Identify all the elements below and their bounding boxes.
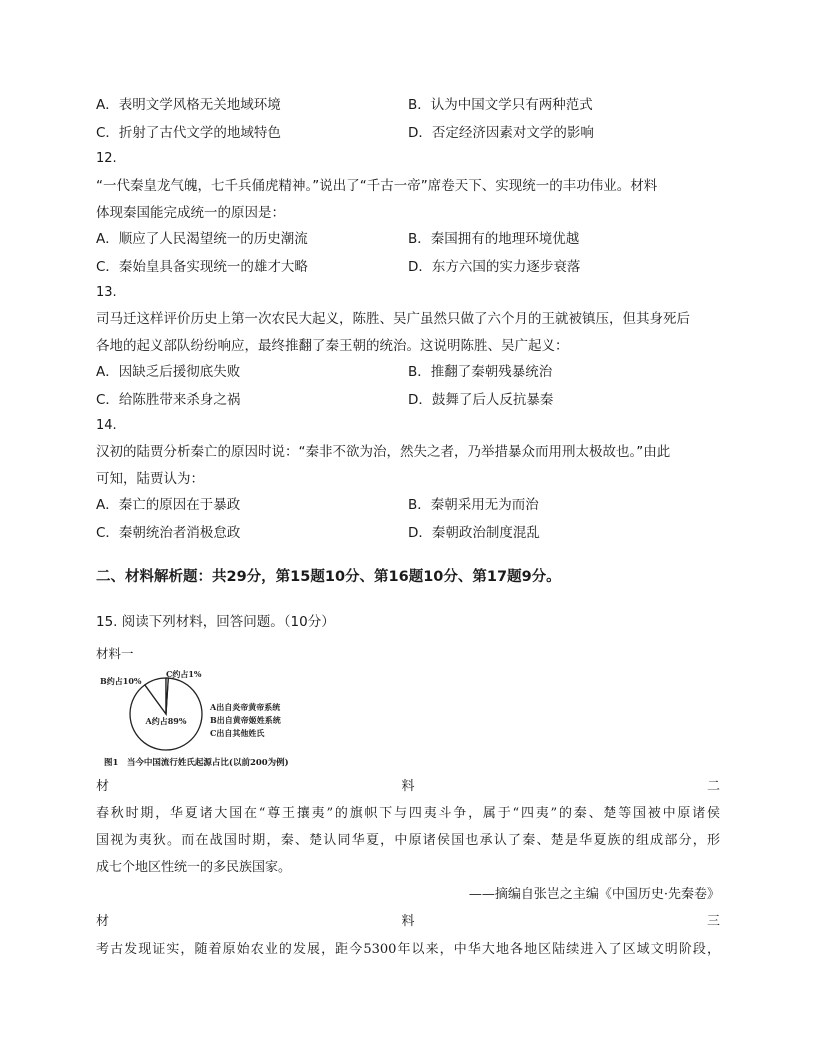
material3-label xyxy=(96,912,720,932)
q13-option-b: B．推翻了秦朝残暴统治 xyxy=(408,364,553,380)
material2-label-char3: 二 xyxy=(706,779,720,794)
pie-label-a: A约占89% xyxy=(145,716,187,726)
q12-option-d: D．东方六国的实力逐步衰落 xyxy=(408,259,581,275)
q14-option-d: D．秦朝政治制度混乱 xyxy=(408,525,540,541)
material2-source: ——摘编自张岂之主编《中国历史·先秦卷》 xyxy=(468,887,720,902)
legend-item-b: B出自黄帝姬姓系统 xyxy=(210,715,281,725)
legend-item-c: C出自其他姓氏 xyxy=(210,728,265,738)
q12-option-b: B．秦国拥有的地理环境优越 xyxy=(408,231,580,247)
pie-chart-figure xyxy=(96,670,336,770)
q15-stem: 15. 阅读下列材料，回答问题。（10分） xyxy=(96,614,335,630)
material2-label-char2: 料 xyxy=(401,779,415,794)
q14-option-c: C．秦朝统治者消极怠政 xyxy=(96,525,241,541)
q12-option-c: C．秦始皇具备实现统一的雄才大略 xyxy=(96,259,308,275)
material2-line1: 春秋时期，华夏诸大国在“尊王攘夷”的旗帜下与四夷斗争，属于“四夷”的秦、楚等国被中原诸侯 xyxy=(96,806,720,821)
material2-line2: 国视为夷狄。而在战国时期，秦、楚认同华夏，中原诸侯国也承认了秦、楚是华夏族的组成部分，形 xyxy=(96,833,720,848)
pie-label-b: B约占10% xyxy=(100,676,142,686)
q13-stem-line2: 各地的起义部队纷纷响应，最终推翻了秦王朝的统治。这说明陈胜、吴广起义： xyxy=(96,338,569,354)
q12-stem-line2: 体现秦国能完成统一的原因是： xyxy=(96,205,285,221)
q12-number: 12. xyxy=(96,151,117,166)
q11-option-c: C．折射了古代文学的地域特色 xyxy=(96,125,281,141)
q11-option-b: B．认为中国文学只有两种范式 xyxy=(408,97,593,113)
q13-number: 13. xyxy=(96,285,117,300)
chart-caption: 图1 当今中国流行姓氏起源占比(以前200为例) xyxy=(104,758,289,768)
material1-label: 材料一 xyxy=(96,646,134,661)
q12-stem-line1: “一代秦皇龙气魄，七千兵俑虎精神。”说出了“千古一帝”席卷天下、实现统一的丰功伟业。材料 xyxy=(96,178,658,194)
pie-label-c: C约占1% xyxy=(166,670,202,679)
q13-stem-line1: 司马迁这样评价历史上第一次农民大起义，陈胜、吴广虽然只做了六个月的王就被镇压，但其身死后 xyxy=(96,311,690,327)
material2-label-char1: 材 xyxy=(96,779,110,794)
q11-option-d: D．否定经济因素对文学的影响 xyxy=(408,125,594,141)
legend-item-a: A出自炎帝黄帝系统 xyxy=(210,702,281,712)
q14-option-a: A．秦亡的原因在于暴政 xyxy=(96,497,241,513)
q12-option-a: A．顺应了人民渴望统一的历史潮流 xyxy=(96,231,308,247)
q14-stem-line2: 可知，陆贾认为： xyxy=(96,471,204,487)
material2-label xyxy=(96,777,720,797)
q13-option-a: A．因缺乏后援彻底失败 xyxy=(96,364,241,380)
material3-line1: 考古发现证实，随着原始农业的发展，距今5300年以来，中华大地各地区陆续进入了区域文明阶段， xyxy=(96,942,720,957)
q14-stem-line1: 汉初的陆贾分析秦亡的原因时说：“秦非不欲为治，然失之者，乃举措暴众而用刑太极故也。”由此 xyxy=(96,444,671,460)
material3-label-char2: 料 xyxy=(401,914,415,929)
material3-label-char1: 材 xyxy=(96,914,110,929)
q13-option-c: C．给陈胜带来杀身之祸 xyxy=(96,392,241,408)
q14-number: 14. xyxy=(96,418,117,433)
material3-label-char3: 三 xyxy=(706,914,720,929)
q11-option-a: A．表明文学风格无关地域环境 xyxy=(96,97,281,113)
material2-line3: 成七个地区性统一的多民族国家。 xyxy=(96,860,292,875)
pie-chart xyxy=(96,670,336,760)
q14-option-b: B．秦朝采用无为而治 xyxy=(408,497,539,513)
section-heading: 二、材料解析题：共29分，第15题10分、第16题10分、第17题9分。 xyxy=(96,569,561,585)
q13-option-d: D．鼓舞了后人反抗暴秦 xyxy=(408,392,554,408)
